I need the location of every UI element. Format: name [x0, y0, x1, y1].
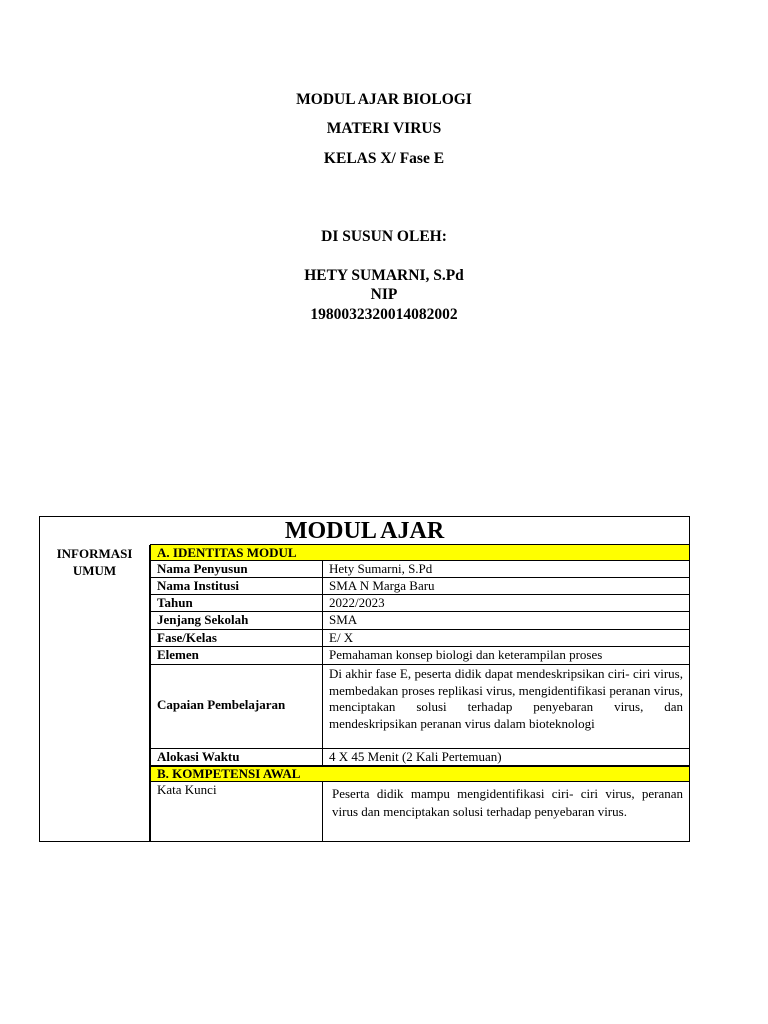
row-value: 2022/2023 — [322, 595, 690, 612]
row-value: SMA — [322, 612, 690, 630]
table-row — [150, 595, 690, 612]
row-label: Elemen — [150, 647, 323, 665]
table-row — [150, 612, 690, 630]
capaian-label: Capaian Pembelajaran — [150, 665, 323, 749]
section-a-header: A. IDENTITAS MODUL — [150, 544, 690, 561]
table-title: MODUL AJAR — [284, 518, 445, 544]
table-row — [150, 630, 690, 647]
cover-by-label: DI SUSUN OLEH: — [321, 228, 447, 245]
left-header-line2: UMUM — [72, 563, 117, 578]
table-row — [150, 561, 690, 578]
alokasi-label: Alokasi Waktu — [150, 749, 323, 766]
table-row — [150, 782, 690, 841]
section-b-header: B. KOMPETENSI AWAL — [150, 766, 690, 782]
row-value: SMA N Marga Baru — [322, 578, 690, 595]
kata-kunci-value: Peserta didik mampu mengidentifikasi ciri- ciri virus, peranan virus dan menciptakan solusi terhadap penyebaran virus. — [322, 782, 690, 841]
cover-title: MODUL AJAR BIOLOGI — [296, 91, 472, 108]
module-table — [39, 516, 690, 842]
cover-nip: 198003232001408200‌2 — [310, 306, 458, 323]
row-label: Nama Institusi — [150, 578, 323, 595]
table-row — [150, 749, 690, 766]
cover-class: KELAS X/ Fase E — [323, 150, 445, 167]
row-value: E/ X — [322, 630, 690, 647]
capaian-value: Di akhir fase E, peserta didik dapat mendeskripsikan ciri- ciri virus, membedakan proses replikasi virus, mengidentifikasi peranan virus, menciptakan solusi terhadap penyebaran virus, dan mendeskripsikan peranan virus dalam bioteknologi — [322, 665, 690, 749]
row-label: Nama Penyusun — [150, 561, 323, 578]
row-label: Jenjang Sekolah — [150, 612, 323, 630]
kata-kunci-label: Kata Kunci — [150, 782, 323, 841]
cover-nip-label: NIP — [370, 286, 398, 303]
left-header-line1: INFORMASI — [56, 546, 133, 561]
table-row — [150, 578, 690, 595]
row-value: Pemahaman konsep biologi dan keterampilan proses — [322, 647, 690, 665]
alokasi-value: 4 X 45 Menit (2 Kali Pertemuan) — [322, 749, 690, 766]
left-header — [40, 545, 150, 841]
cover-subject: MATERI VIRUS — [326, 120, 442, 137]
row-label: Tahun — [150, 595, 323, 612]
row-value: Hety Sumarni, S.Pd — [322, 561, 690, 578]
cover-author: HETY SUMARNI, S.Pd — [304, 267, 464, 284]
table-row — [150, 647, 690, 665]
table-row — [150, 665, 690, 749]
row-label: Fase/Kelas — [150, 630, 323, 647]
